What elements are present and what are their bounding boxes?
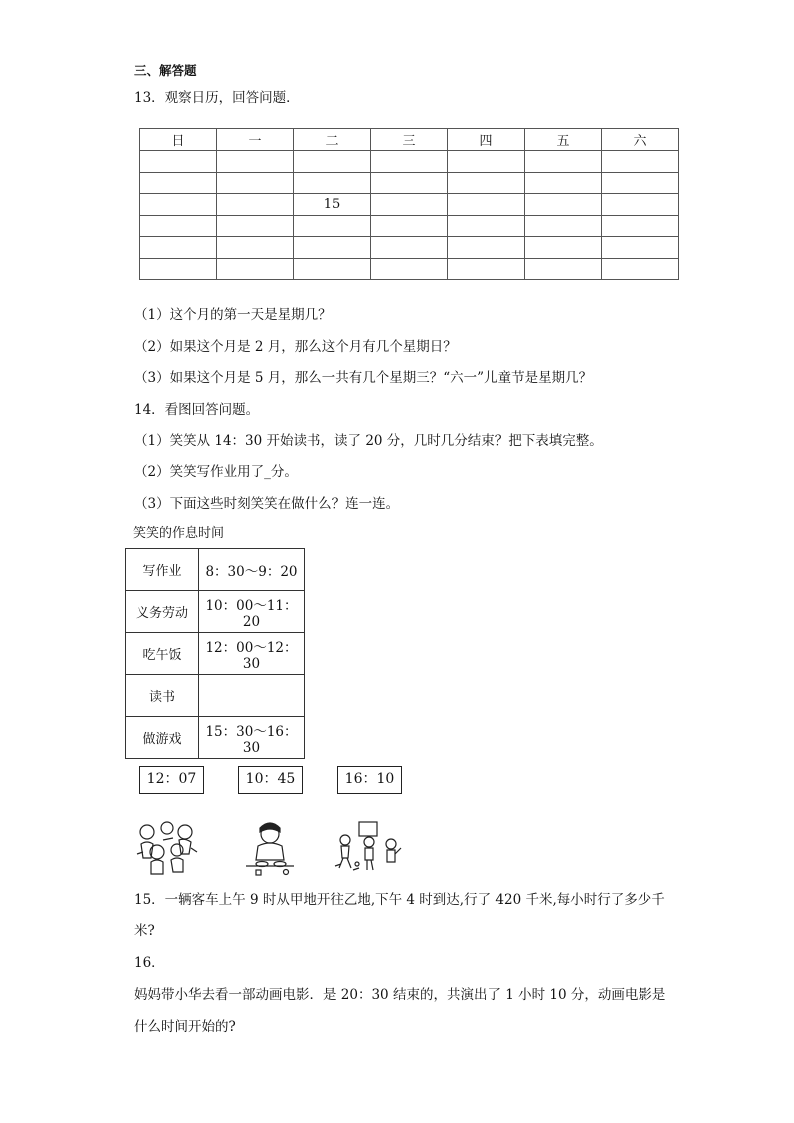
calendar-cell (525, 194, 602, 216)
calendar-cell (371, 172, 448, 194)
calendar-cell (448, 237, 525, 259)
calendar-cell (294, 258, 371, 280)
time-box-2: 10：45 (238, 766, 303, 794)
calendar-cell (217, 172, 294, 194)
question-13-title: 13．观察日历，回答问题． (134, 90, 300, 106)
calendar-cell (602, 215, 679, 237)
calendar-cell (294, 215, 371, 237)
calendar-cell (294, 151, 371, 173)
question-16-number: 16． (134, 955, 165, 971)
calendar-cell (140, 258, 217, 280)
calendar-cell (217, 151, 294, 173)
calendar-cell (217, 215, 294, 237)
calendar-cell-15: 15 (294, 194, 371, 216)
time-box-3: 16：10 (337, 766, 402, 794)
calendar-cell (217, 237, 294, 259)
calendar-cell (448, 151, 525, 173)
calendar-header-thu: 四 (448, 129, 525, 151)
calendar-cell (140, 237, 217, 259)
calendar-cell (525, 215, 602, 237)
calendar-cell (448, 258, 525, 280)
question-14-title: 14．看图回答问题。 (134, 402, 260, 418)
schedule-activity: 义务劳动 (126, 591, 199, 633)
schedule-row (126, 717, 305, 759)
calendar-header-wed: 三 (371, 129, 448, 151)
calendar-cell (448, 194, 525, 216)
question-13-part-2: （2）如果这个月是 2 月，那么这个月有几个星期日？ (134, 339, 457, 355)
calendar-cell (140, 151, 217, 173)
schedule-table (125, 548, 305, 759)
calendar-cell (602, 258, 679, 280)
schedule-activity: 读书 (126, 675, 199, 717)
question-15-line-2: 米? (134, 923, 155, 939)
children-working-illustration (333, 818, 403, 878)
calendar-cell (140, 172, 217, 194)
children-playing-illustration (133, 818, 199, 878)
calendar-cell (371, 237, 448, 259)
calendar-cell (525, 237, 602, 259)
calendar-cell (602, 237, 679, 259)
calendar-header-tue: 二 (294, 129, 371, 151)
schedule-time: 15：30～16：30 (199, 717, 305, 759)
question-14-part-3: （3）下面这些时刻笑笑在做什么？连一连。 (134, 496, 400, 512)
schedule-time: 10：00～11：20 (199, 591, 305, 633)
calendar-header-row (140, 129, 679, 151)
calendar-row (140, 194, 679, 216)
calendar-cell (371, 258, 448, 280)
calendar-row (140, 237, 679, 259)
calendar-cell (525, 258, 602, 280)
calendar-cell (525, 151, 602, 173)
calendar-row (140, 172, 679, 194)
calendar-cell (448, 172, 525, 194)
calendar-header-fri: 五 (525, 129, 602, 151)
calendar-cell (448, 215, 525, 237)
calendar-row (140, 215, 679, 237)
question-16-line-1: 妈妈带小华去看一部动画电影．是 20：30 结束的，共演出了 1 小时 10 分，动画电影是 (134, 987, 666, 1003)
calendar-cell (602, 194, 679, 216)
question-15-line-1: 15．一辆客车上午 9 时从甲地开往乙地,下午 4 时到达,行了 420 千米,每小时行了多少千 (134, 892, 665, 908)
calendar-header-mon: 一 (217, 129, 294, 151)
calendar-row (140, 258, 679, 280)
calendar-header-sun: 日 (140, 129, 217, 151)
schedule-activity: 吃午饭 (126, 633, 199, 675)
calendar-cell (217, 258, 294, 280)
time-box-1: 12：07 (139, 766, 204, 794)
question-14-part-2: （2）笑笑写作业用了_分。 (134, 464, 298, 480)
calendar-cell (371, 194, 448, 216)
schedule-row (126, 591, 305, 633)
calendar-header-sat: 六 (602, 129, 679, 151)
schedule-row (126, 675, 305, 717)
schedule-activity: 做游戏 (126, 717, 199, 759)
calendar-cell (525, 172, 602, 194)
calendar-cell (294, 172, 371, 194)
calendar-cell (294, 237, 371, 259)
section-title: 三、解答题 (134, 63, 197, 78)
child-eating-illustration (242, 818, 298, 878)
schedule-time: 12：00～12：30 (199, 633, 305, 675)
calendar-cell (371, 215, 448, 237)
calendar-cell (602, 151, 679, 173)
question-16-line-2: 什么时间开始的? (134, 1019, 236, 1035)
schedule-row (126, 633, 305, 675)
question-13-part-1: （1）这个月的第一天是星期几？ (134, 307, 332, 323)
calendar-row (140, 151, 679, 173)
calendar-table (139, 128, 679, 280)
question-13-part-3: （3）如果这个月是 5 月，那么一共有几个星期三？“六一”儿童节是星期几？ (134, 370, 593, 386)
calendar-cell (217, 194, 294, 216)
schedule-time: 8：30～9：20 (199, 549, 305, 591)
calendar-cell (602, 172, 679, 194)
calendar-cell (140, 194, 217, 216)
calendar-cell (140, 215, 217, 237)
schedule-time-blank (199, 675, 305, 717)
calendar-cell (371, 151, 448, 173)
schedule-row (126, 549, 305, 591)
schedule-table-title: 笑笑的作息时间 (133, 526, 225, 541)
question-14-part-1: （1）笑笑从 14：30 开始读书，读了 20 分，几时几分结束？把下表填完整。 (134, 433, 603, 449)
schedule-activity: 写作业 (126, 549, 199, 591)
